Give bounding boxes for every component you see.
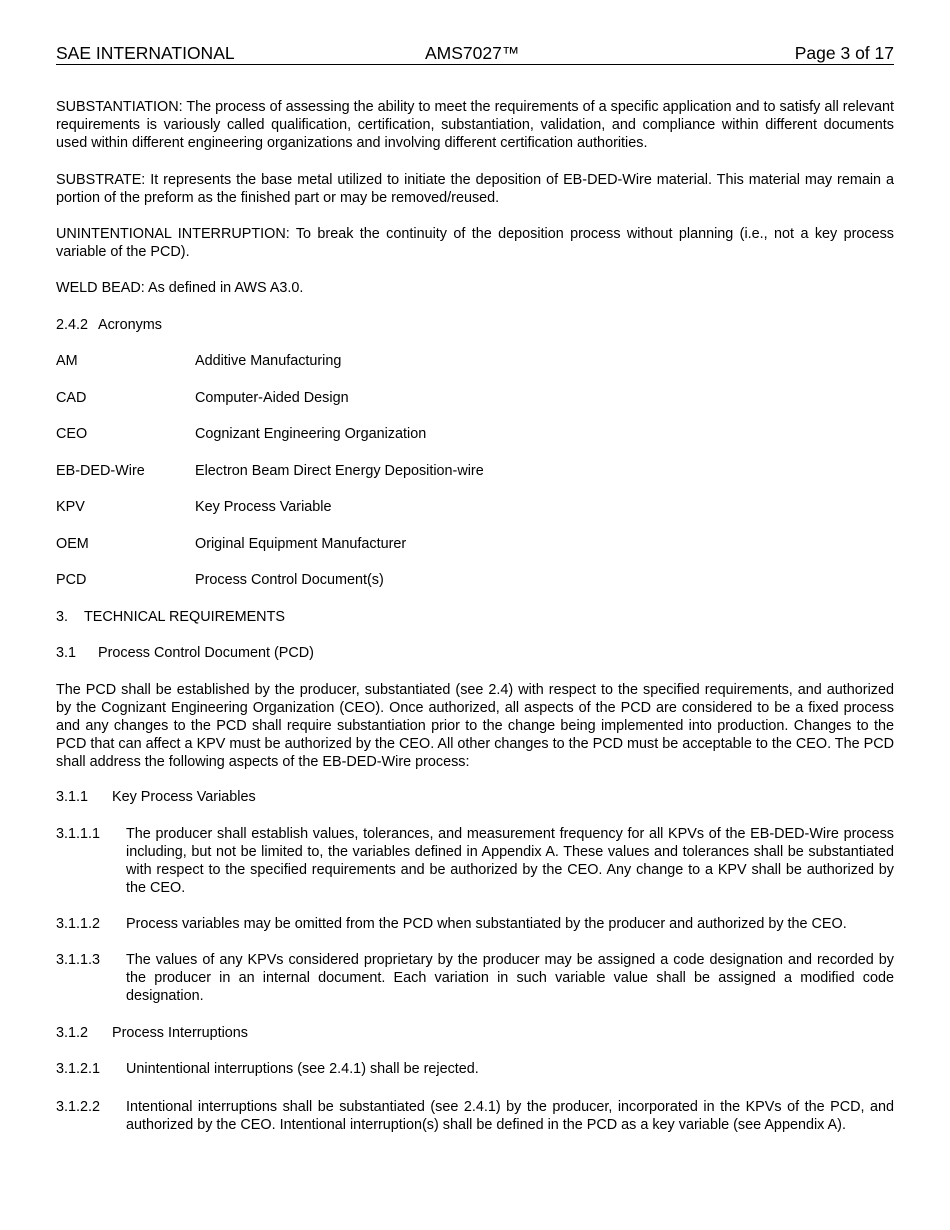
clause-text: The producer shall establish values, tolerances, and measurement frequency for all KPVs of the EB-DED-Wire process including, but not be limited to, the variables defined in Appendix A. These values and tolerances shall be substantiated with respect to the specified requirements and be authorized by the CEO. Any change to a KPV shall be authorized by the CEO.	[126, 826, 894, 896]
header-page-number: Page 3 of 17	[794, 43, 894, 63]
acronym-desc: Cognizant Engineering Organization	[195, 426, 427, 442]
acronym-abbr: EB-DED-Wire	[56, 463, 145, 479]
section-3-1-2-heading	[56, 1024, 248, 1042]
definition-substrate: SUBSTRATE: It represents the base metal utilized to initiate the deposition of EB-DED-Wire material. This material may remain a portion of the preform as the finished part or may be removed/reused.	[56, 172, 894, 206]
header-org: SAE INTERNATIONAL	[56, 43, 235, 63]
section-title: Acronyms	[98, 317, 162, 333]
acronym-abbr: OEM	[56, 536, 89, 552]
definition-unintentional-interruption: UNINTENTIONAL INTERRUPTION: To break the continuity of the deposition process without planning (i.e., not a key process variable of the PCD).	[56, 226, 894, 260]
pcd-paragraph: The PCD shall be established by the producer, substantiated (see 2.4) with respect to the specified requirements, and authorized by the Cognizant Engineering Organization (CEO). Once authorized, all aspects of the PCD are considered to be a fixed process and any changes to the PCD shall require substantiation prior to the change being implemented into production. Changes to the PCD that can affect a KPV must be authorized by the CEO. All other changes to the PCD must be acceptable to the CEO. The PCD shall address the following aspects of the EB-DED-Wire process:	[56, 682, 894, 770]
clause-number: 3.1.1.2	[56, 916, 101, 932]
section-title: Process Control Document (PCD)	[98, 645, 314, 661]
acronyms-heading	[56, 316, 162, 334]
clause-text: The values of any KPVs considered proprietary by the producer may be assigned a code designation and recorded by the producer in an internal document. Each variation in such variable value shall be assigned a modified code designation.	[126, 952, 894, 1004]
section-3-1-heading	[56, 644, 314, 662]
section-3-1-1-heading	[56, 788, 256, 806]
acronym-desc: Original Equipment Manufacturer	[195, 536, 407, 552]
definition-weld-bead: WELD BEAD: As defined in AWS A3.0.	[56, 280, 304, 296]
section-number: 2.4.2	[56, 317, 89, 333]
acronym-desc: Process Control Document(s)	[195, 572, 384, 588]
acronym-abbr: AM	[56, 353, 78, 369]
clause-number: 3.1.1.1	[56, 826, 101, 842]
section-number: 3.1	[56, 645, 77, 661]
acronym-desc: Additive Manufacturing	[195, 353, 342, 369]
acronym-desc: Electron Beam Direct Energy Deposition-wire	[195, 463, 484, 479]
section-number: 3.	[56, 609, 69, 625]
acronym-abbr: CEO	[56, 426, 88, 442]
definition-substantiation: SUBSTANTIATION: The process of assessing the ability to meet the requirements of a specific application and to satisfy all relevant requirements is variously called qualification, certification, substantiation, validation, and compliance within different documents used within different engineering organizations and involving different certification authorities.	[56, 99, 894, 151]
header-doc-number: AMS7027™	[425, 43, 520, 63]
section-title: TECHNICAL REQUIREMENTS	[84, 609, 285, 625]
clause-number: 3.1.2.2	[56, 1099, 101, 1115]
acronym-abbr: PCD	[56, 572, 87, 588]
clause-text: Process variables may be omitted from the PCD when substantiated by the producer and authorized by the CEO.	[126, 916, 847, 932]
acronym-abbr: KPV	[56, 499, 85, 515]
acronym-desc: Computer-Aided Design	[195, 390, 349, 406]
section-number: 3.1.1	[56, 789, 89, 805]
clause-text: Unintentional interruptions (see 2.4.1) shall be rejected.	[126, 1061, 479, 1077]
section-title: Process Interruptions	[112, 1025, 248, 1041]
section-number: 3.1.2	[56, 1025, 89, 1041]
section-title: Key Process Variables	[112, 789, 256, 805]
acronym-desc: Key Process Variable	[195, 499, 332, 515]
acronym-abbr: CAD	[56, 390, 87, 406]
clause-number: 3.1.1.3	[56, 952, 101, 968]
clause-text: Intentional interruptions shall be substantiated (see 2.4.1) by the producer, incorporated in the KPVs of the PCD, and authorized by the CEO. Intentional interruption(s) shall be defined in the PCD as a key variable (see Appendix A).	[126, 1099, 894, 1133]
section-3-heading	[56, 608, 285, 626]
clause-number: 3.1.2.1	[56, 1061, 101, 1077]
page-header	[56, 43, 894, 65]
